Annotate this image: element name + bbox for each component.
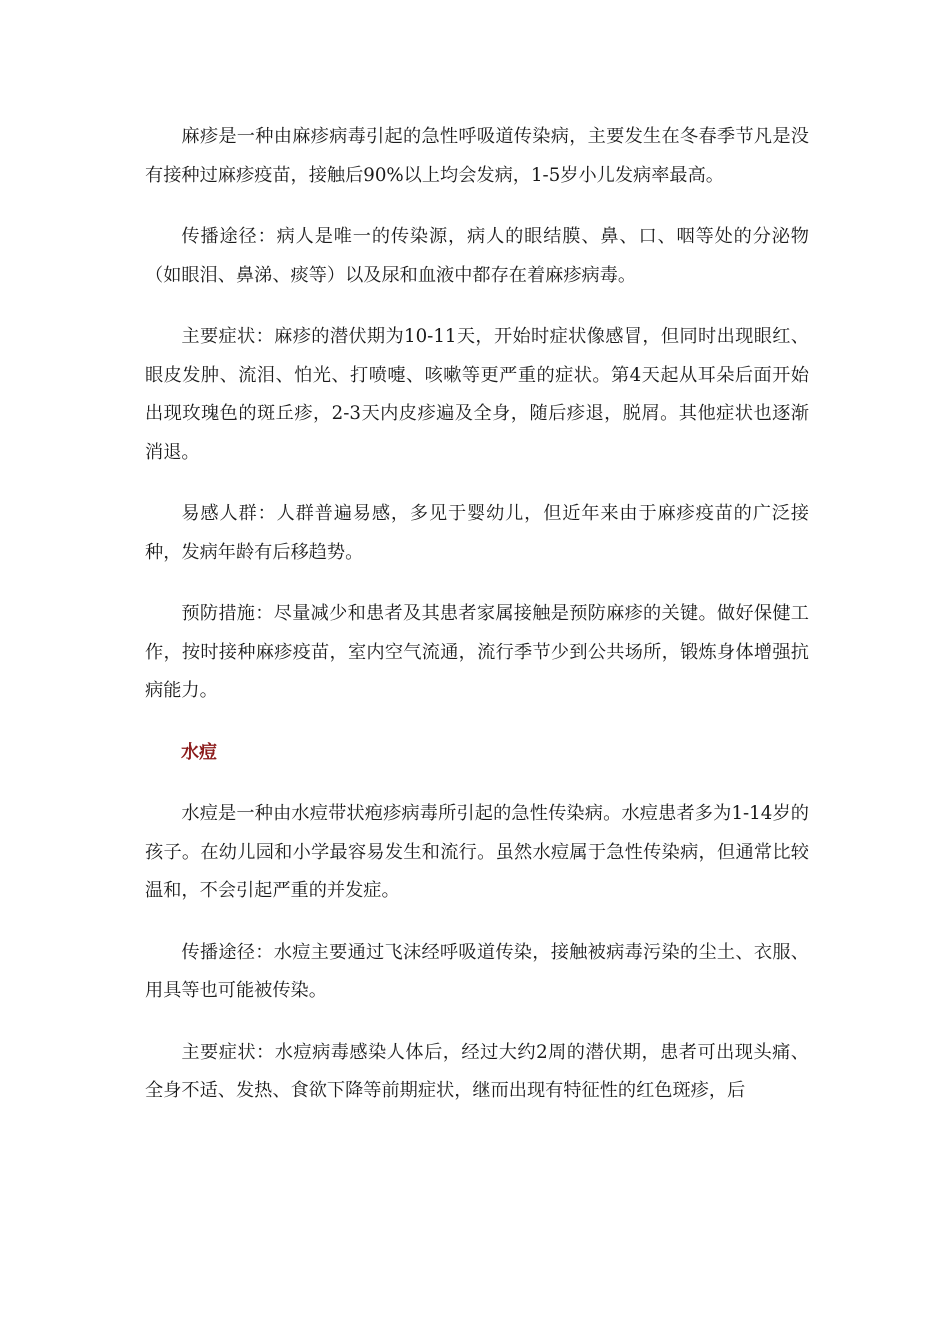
paragraph-varicella-transmission: 传播途径：水痘主要通过飞沫经呼吸道传染，接触被病毒污染的尘土、衣服、用具等也可能被传染。 <box>145 941 809 1001</box>
paragraph-measles-intro: 麻疹是一种由麻疹病毒引起的急性呼吸道传染病，主要发生在冬春季节凡是没有接种过麻疹疫苗，接触后90%以上均会发病，1-5岁小儿发病率最高。 <box>145 126 809 186</box>
paragraph-varicella-intro: 水痘是一种由水痘带状疱疹病毒所引起的急性传染病。水痘患者多为1-14岁的孩子。在幼儿园和小学最容易发生和流行。虽然水痘属于急性传染病，但通常比较温和，不会引起严重的并发症。 <box>145 803 809 901</box>
section-heading-varicella: 水痘 <box>181 741 217 763</box>
paragraph-measles-transmission: 传播途径：病人是唯一的传染源，病人的眼结膜、鼻、口、咽等处的分泌物（如眼泪、鼻涕、痰等）以及尿和血液中都存在着麻疹病毒。 <box>145 226 809 286</box>
paragraph-measles-symptoms: 主要症状：麻疹的潜伏期为10-11天，开始时症状像感冒，但同时出现眼红、眼皮发肿、流泪、怕光、打喷嚏、咳嗽等更严重的症状。第4天起从耳朵后面开始出现玫瑰色的斑丘疹，2-3天内皮疹遍及全身，随后疹退，脱屑。其他症状也逐渐消退。 <box>145 326 809 463</box>
paragraph-measles-prevention: 预防措施：尽量减少和患者及其患者家属接触是预防麻疹的关键。做好保健工作，按时接种麻疹疫苗，室内空气流通，流行季节少到公共场所，锻炼身体增强抗病能力。 <box>145 603 809 701</box>
document-page <box>145 118 809 1134</box>
paragraph-varicella-symptoms: 主要症状：水痘病毒感染人体后，经过大约2周的潜伏期，患者可出现头痛、全身不适、发热、食欲下降等前期症状，继而出现有特征性的红色斑疹，后 <box>145 1041 809 1101</box>
paragraph-measles-susceptible: 易感人群：人群普遍易感，多见于婴幼儿，但近年来由于麻疹疫苗的广泛接种，发病年龄有后移趋势。 <box>145 503 809 563</box>
